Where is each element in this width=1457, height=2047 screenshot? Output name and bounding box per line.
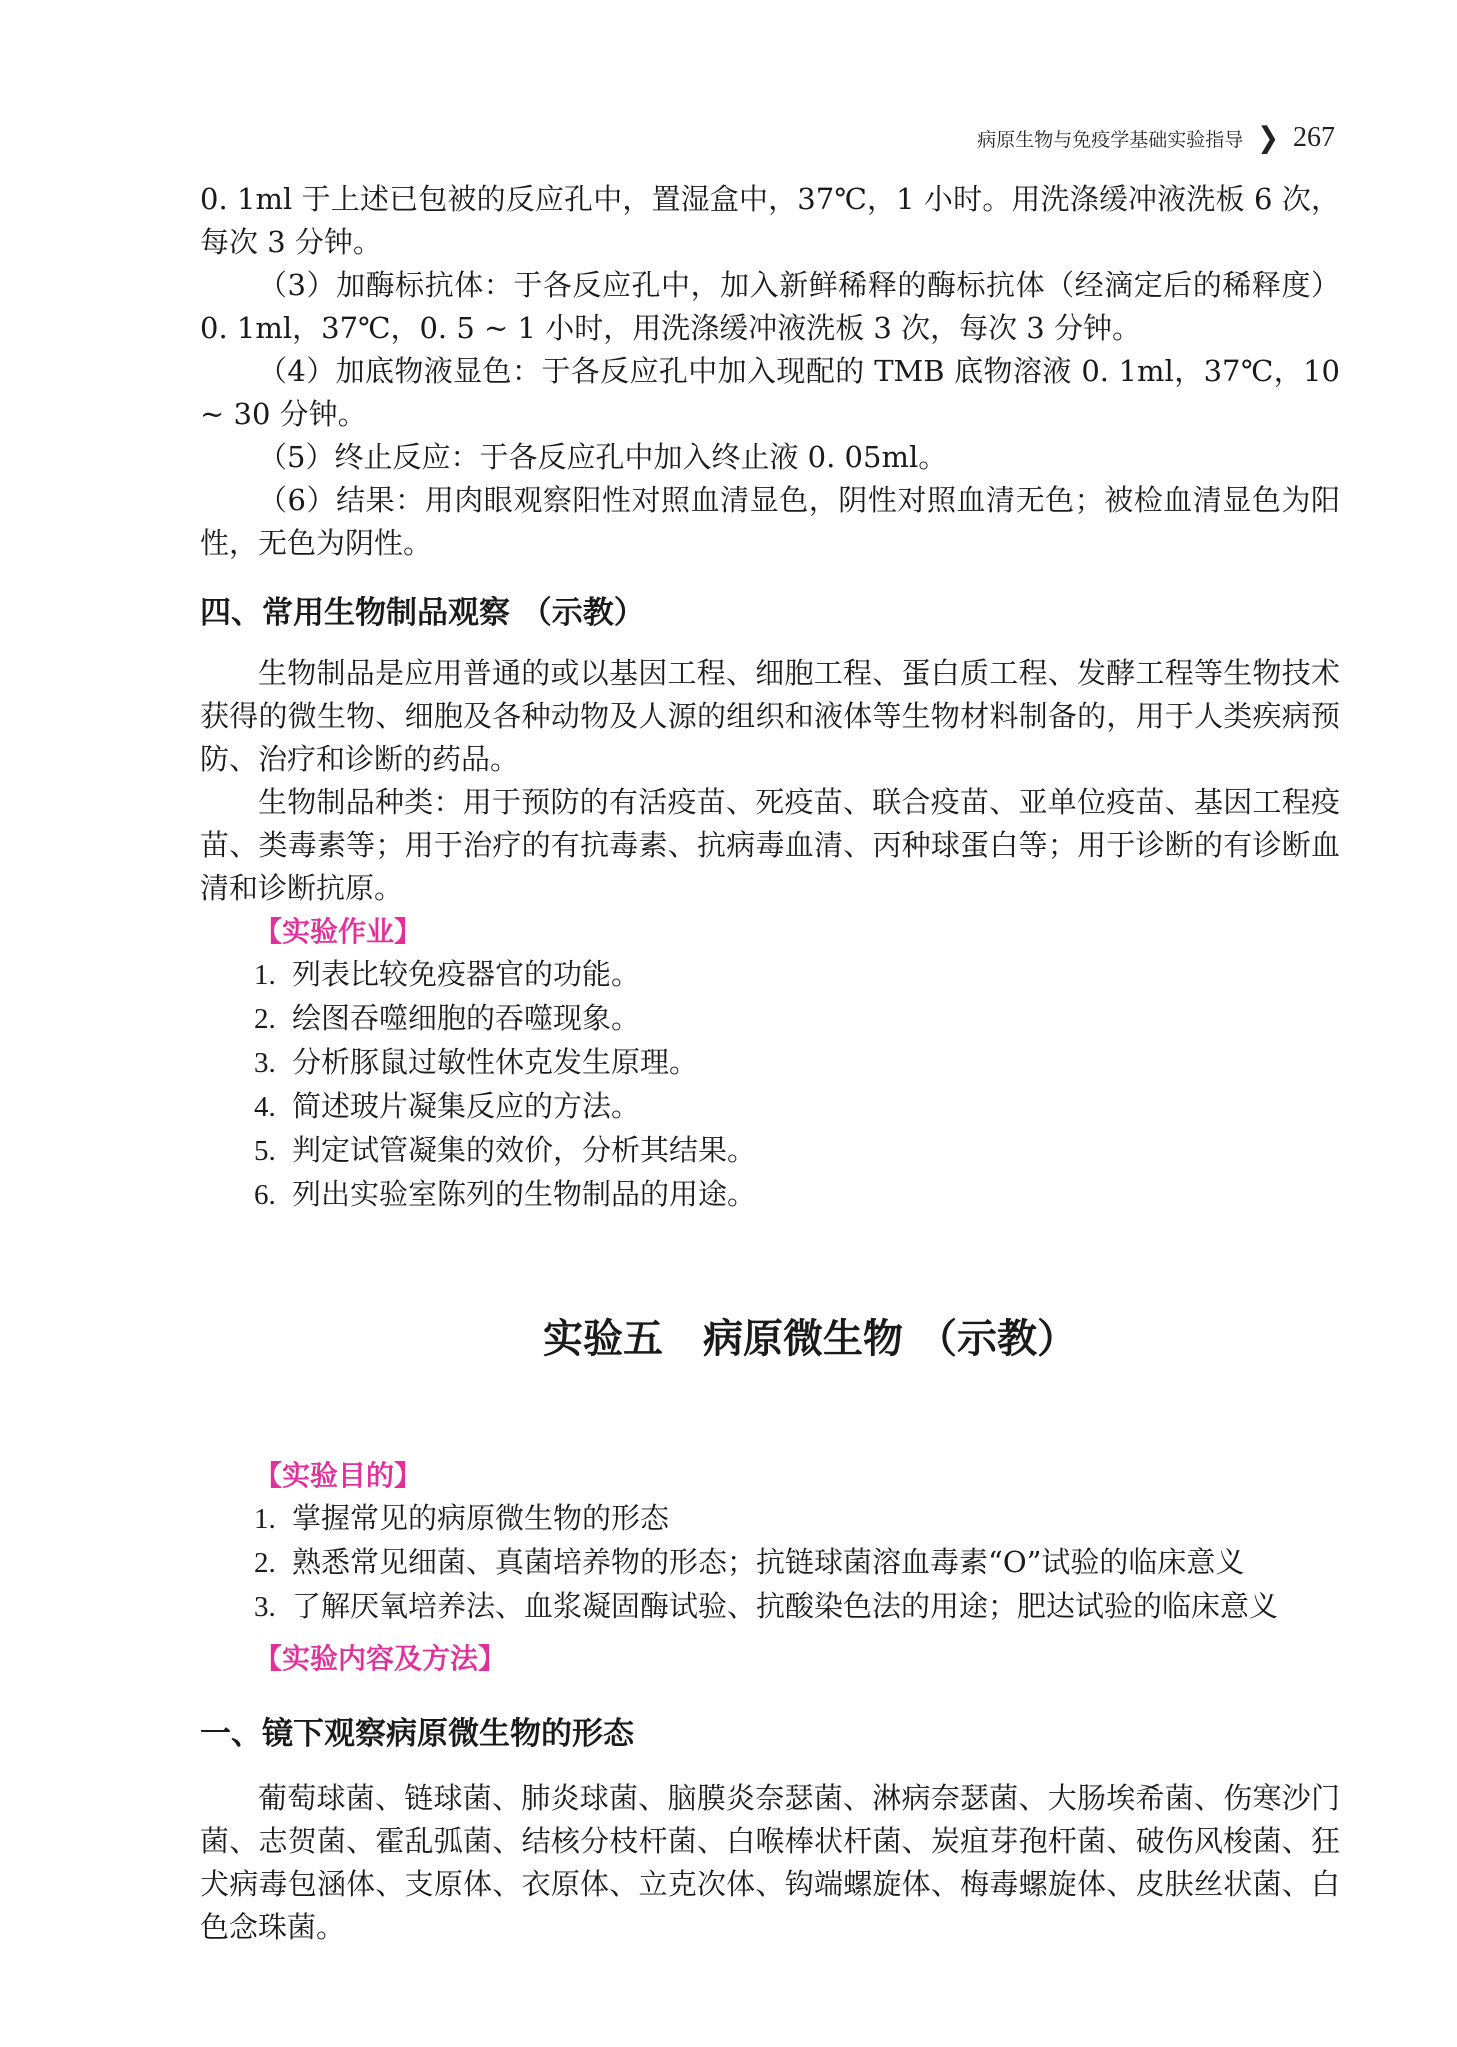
chapter-title bbox=[200, 1307, 1340, 1364]
list-item: 3. 分析豚鼠过敏性休克发生原理。 bbox=[254, 1045, 699, 1079]
chapter-number: 实验五 bbox=[543, 1316, 664, 1362]
chapter-name: 病原微生物 （示教） bbox=[703, 1316, 1077, 1362]
paragraph: （3）加酶标抗体：于各反应孔中，加入新鲜稀释的酶标抗体（经滴定后的稀释度）0. 1ml，37℃，0. 5 ~ 1 小时，用洗涤缓冲液洗板 3 次，每次 3 分钟。 bbox=[200, 268, 1340, 345]
page-body bbox=[200, 178, 1340, 1949]
homework-tag: 【实验作业】 bbox=[254, 915, 423, 948]
section-heading: 一、镜下观察病原微生物的形态 bbox=[200, 1716, 634, 1752]
book-title: 病原生物与免疫学基础实验指导 bbox=[977, 129, 1244, 151]
methods-tag: 【实验内容及方法】 bbox=[254, 1642, 507, 1675]
running-header bbox=[977, 122, 1335, 154]
list-item: 2. 熟悉常见细菌、真菌培养物的形态；抗链球菌溶血毒素“O”试验的临床意义 bbox=[254, 1545, 1245, 1579]
list-item: 2. 绘图吞噬细胞的吞噬现象。 bbox=[254, 1001, 641, 1035]
paragraph: （5）终止反应：于各反应孔中加入终止液 0. 05ml。 bbox=[258, 440, 948, 474]
paragraph: （6）结果：用肉眼观察阳性对照血清显色，阴性对照血清无色；被检血清显色为阳性，无色为阴性。 bbox=[200, 483, 1340, 560]
objectives-list bbox=[200, 1497, 1340, 1629]
paragraph: 生物制品是应用普通的或以基因工程、细胞工程、蛋白质工程、发酵工程等生物技术获得的微生物、细胞及各种动物及人源的组织和液体等生物材料制备的，用于人类疾病预防、治疗和诊断的药品。 bbox=[200, 656, 1340, 776]
paragraph: 生物制品种类：用于预防的有活疫苗、死疫苗、联合疫苗、亚单位疫苗、基因工程疫苗、类毒素等；用于治疗的有抗毒素、抗病毒血清、丙种球蛋白等；用于诊断的有诊断血清和诊断抗原。 bbox=[200, 785, 1340, 905]
paragraph: 0. 1ml 于上述已包被的反应孔中，置湿盒中，37℃，1 小时。用洗涤缓冲液洗板 6 次，每次 3 分钟。 bbox=[200, 182, 1340, 259]
list-item: 1. 掌握常见的病原微生物的形态 bbox=[254, 1501, 670, 1535]
list-item: 4. 简述玻片凝集反应的方法。 bbox=[254, 1089, 641, 1123]
objectives-tag: 【实验目的】 bbox=[254, 1459, 423, 1492]
section-heading: 四、常用生物制品观察 （示教） bbox=[200, 595, 645, 631]
list-item: 5. 判定试管凝集的效价，分析其结果。 bbox=[254, 1133, 757, 1167]
page-number: 267 bbox=[1293, 122, 1335, 153]
list-item: 6. 列出实验室陈列的生物制品的用途。 bbox=[254, 1177, 757, 1211]
list-item: 3. 了解厌氧培养法、血浆凝固酶试验、抗酸染色法的用途；肥达试验的临床意义 bbox=[254, 1589, 1279, 1623]
paragraph: 葡萄球菌、链球菌、肺炎球菌、脑膜炎奈瑟菌、淋病奈瑟菌、大肠埃希菌、伤寒沙门菌、志贺菌、霍乱弧菌、结核分枝杆菌、白喉棒状杆菌、炭疽芽孢杆菌、破伤风梭菌、狂犬病毒包涵体、支原体、衣原体、立克次体、钩端螺旋体、梅毒螺旋体、皮肤丝状菌、白色念珠菌。 bbox=[200, 1781, 1340, 1944]
list-item: 1. 列表比较免疫器官的功能。 bbox=[254, 957, 641, 991]
homework-list bbox=[200, 953, 1340, 1217]
paragraph: （4）加底物液显色：于各反应孔中加入现配的 TMB 底物溶液 0. 1ml，37℃，10 ~ 30 分钟。 bbox=[200, 354, 1340, 431]
chevron-right-icon: ❯ bbox=[1257, 121, 1279, 155]
